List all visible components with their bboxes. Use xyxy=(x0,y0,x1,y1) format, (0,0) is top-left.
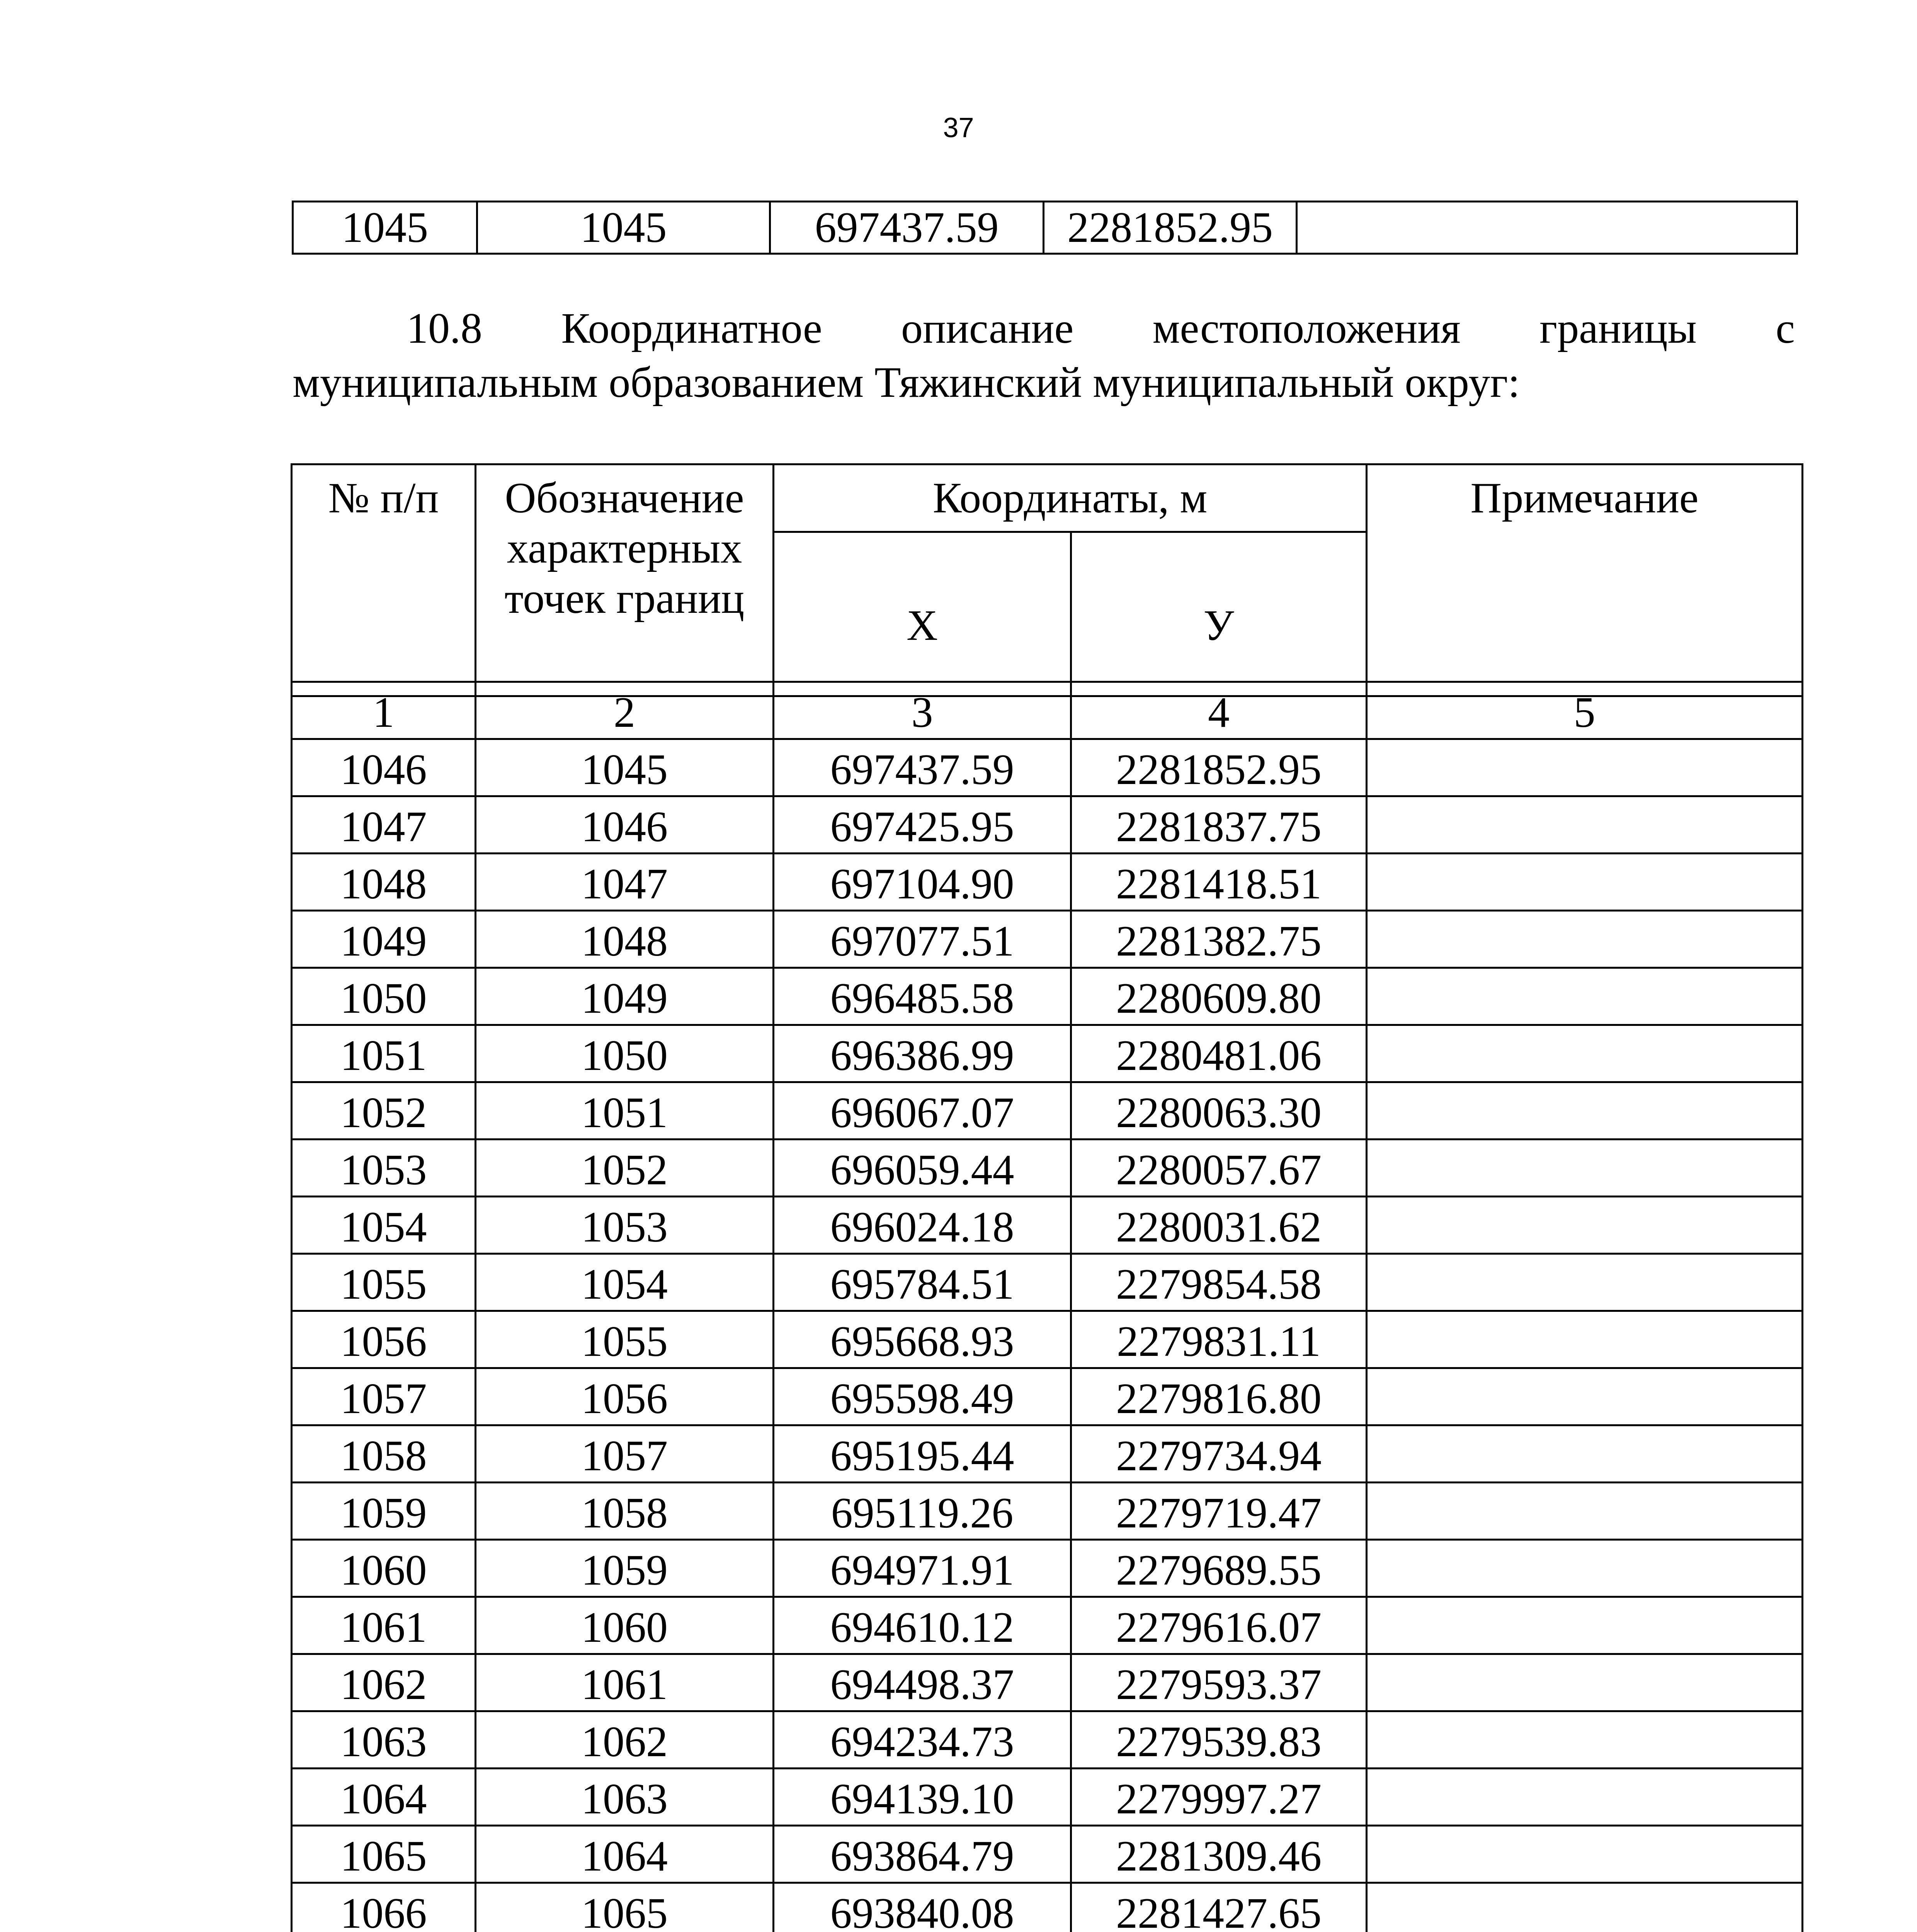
cell-num: 1054 xyxy=(292,1197,476,1254)
cell-x: 695668.93 xyxy=(774,1311,1071,1368)
cell-point: 1052 xyxy=(476,1139,774,1197)
table-row xyxy=(292,1254,1803,1311)
cell-num: 1056 xyxy=(292,1311,476,1368)
cell-y: 2279831.11 xyxy=(1071,1311,1367,1368)
header-coordinates: Координаты, м xyxy=(774,464,1367,532)
cell-point: 1046 xyxy=(476,796,774,854)
cell-point: 1064 xyxy=(476,1826,774,1883)
cell-point: 1058 xyxy=(476,1483,774,1540)
cell-num: 1048 xyxy=(292,854,476,911)
cell-x: 696059.44 xyxy=(774,1139,1071,1197)
cell-note xyxy=(1367,1769,1803,1826)
cell-point: 1054 xyxy=(476,1254,774,1311)
table-row xyxy=(292,1025,1803,1082)
column-number: 3 xyxy=(774,682,1071,739)
header-x: Х xyxy=(774,532,1071,696)
cell-point: 1065 xyxy=(476,1883,774,1932)
table-row xyxy=(292,1425,1803,1483)
table-row xyxy=(292,1597,1803,1654)
cell-note xyxy=(1297,202,1797,254)
cell-note xyxy=(1367,1883,1803,1932)
cell-num: 1064 xyxy=(292,1769,476,1826)
cell-num: 1061 xyxy=(292,1597,476,1654)
cell-x: 694234.73 xyxy=(774,1711,1071,1769)
cell-x: 695784.51 xyxy=(774,1254,1071,1311)
table-row xyxy=(292,796,1803,854)
table-row xyxy=(292,1368,1803,1425)
cell-y: 2279734.94 xyxy=(1071,1425,1367,1483)
cell-y: 2280063.30 xyxy=(1071,1082,1367,1139)
cell-point: 1053 xyxy=(476,1197,774,1254)
coordinates-table xyxy=(291,681,1803,1932)
cell-point: 1060 xyxy=(476,1597,774,1654)
cell-num: 1051 xyxy=(292,1025,476,1082)
table-row xyxy=(292,1139,1803,1197)
page-number: 37 xyxy=(943,112,974,143)
previous-table-fragment xyxy=(292,201,1798,255)
cell-num: 1062 xyxy=(292,1654,476,1711)
cell-note xyxy=(1367,796,1803,854)
cell-y: 2281418.51 xyxy=(1071,854,1367,911)
cell-note xyxy=(1367,1311,1803,1368)
cell-note xyxy=(1367,968,1803,1025)
heading-word: границы xyxy=(1539,304,1697,352)
cell-note xyxy=(1367,1425,1803,1483)
cell-x: 694971.91 xyxy=(774,1540,1071,1597)
table-row xyxy=(292,1483,1803,1540)
cell-note xyxy=(1367,1025,1803,1082)
cell-x: 697425.95 xyxy=(774,796,1071,854)
cell-point: 1045 xyxy=(477,202,770,254)
cell-num: 1047 xyxy=(292,796,476,854)
header-point: Обозначение характерных точек границ xyxy=(476,464,774,696)
cell-x: 696386.99 xyxy=(774,1025,1071,1082)
cell-x: 696067.07 xyxy=(774,1082,1071,1139)
cell-note xyxy=(1367,1139,1803,1197)
cell-num: 1066 xyxy=(292,1883,476,1932)
cell-note xyxy=(1367,1597,1803,1654)
cell-y: 2280481.06 xyxy=(1071,1025,1367,1082)
cell-y: 2279593.37 xyxy=(1071,1654,1367,1711)
cell-x: 693864.79 xyxy=(774,1826,1071,1883)
column-number: 2 xyxy=(476,682,774,739)
cell-x: 697437.59 xyxy=(774,739,1071,796)
cell-num: 1058 xyxy=(292,1425,476,1483)
table-row xyxy=(292,1711,1803,1769)
header-note: Примечание xyxy=(1367,464,1803,696)
cell-y: 2281837.75 xyxy=(1071,796,1367,854)
cell-x: 695195.44 xyxy=(774,1425,1071,1483)
section-number: 10.8 xyxy=(407,304,482,352)
cell-num: 1053 xyxy=(292,1139,476,1197)
cell-note xyxy=(1367,854,1803,911)
cell-x: 697437.59 xyxy=(770,202,1044,254)
header-y: У xyxy=(1071,532,1367,696)
cell-x: 694498.37 xyxy=(774,1654,1071,1711)
header-num: № п/п xyxy=(292,464,476,696)
cell-y: 2279689.55 xyxy=(1071,1540,1367,1597)
cell-y: 2280057.67 xyxy=(1071,1139,1367,1197)
cell-point: 1055 xyxy=(476,1311,774,1368)
cell-note xyxy=(1367,911,1803,968)
cell-y: 2281309.46 xyxy=(1071,1826,1367,1883)
cell-point: 1045 xyxy=(476,739,774,796)
table-row xyxy=(293,202,1797,254)
cell-x: 695598.49 xyxy=(774,1368,1071,1425)
cell-note xyxy=(1367,739,1803,796)
table-row xyxy=(292,1311,1803,1368)
cell-x: 694139.10 xyxy=(774,1769,1071,1826)
table-row xyxy=(292,1197,1803,1254)
cell-y: 2279616.07 xyxy=(1071,1597,1367,1654)
cell-y: 2279539.83 xyxy=(1071,1711,1367,1769)
section-heading xyxy=(293,301,1795,410)
cell-note xyxy=(1367,1368,1803,1425)
cell-point: 1047 xyxy=(476,854,774,911)
table-row xyxy=(292,1769,1803,1826)
cell-note xyxy=(1367,1254,1803,1311)
section-heading-line2: муниципальным образованием Тяжинский муниципальный округ: xyxy=(293,359,1520,406)
column-numbers-row xyxy=(292,682,1803,739)
cell-y: 2279997.27 xyxy=(1071,1769,1367,1826)
cell-note xyxy=(1367,1711,1803,1769)
cell-x: 694610.12 xyxy=(774,1597,1071,1654)
cell-num: 1065 xyxy=(292,1826,476,1883)
cell-num: 1060 xyxy=(292,1540,476,1597)
column-number: 1 xyxy=(292,682,476,739)
cell-note xyxy=(1367,1483,1803,1540)
cell-y: 2281852.95 xyxy=(1044,202,1297,254)
heading-word: местоположения xyxy=(1152,304,1461,352)
table-row xyxy=(292,968,1803,1025)
cell-y: 2279854.58 xyxy=(1071,1254,1367,1311)
cell-point: 1057 xyxy=(476,1425,774,1483)
cell-num: 1063 xyxy=(292,1711,476,1769)
cell-point: 1049 xyxy=(476,968,774,1025)
cell-x: 697104.90 xyxy=(774,854,1071,911)
coordinates-table-header xyxy=(291,463,1803,697)
cell-num: 1052 xyxy=(292,1082,476,1139)
cell-y: 2281852.95 xyxy=(1071,739,1367,796)
cell-num: 1055 xyxy=(292,1254,476,1311)
heading-word: Координатное xyxy=(561,304,822,352)
table-row xyxy=(292,1540,1803,1597)
column-number: 5 xyxy=(1367,682,1803,739)
column-number: 4 xyxy=(1071,682,1367,739)
table-row xyxy=(292,1826,1803,1883)
cell-y: 2280031.62 xyxy=(1071,1197,1367,1254)
cell-num: 1057 xyxy=(292,1368,476,1425)
cell-num: 1050 xyxy=(292,968,476,1025)
cell-num: 1049 xyxy=(292,911,476,968)
cell-num: 1046 xyxy=(292,739,476,796)
cell-note xyxy=(1367,1197,1803,1254)
cell-x: 695119.26 xyxy=(774,1483,1071,1540)
cell-note xyxy=(1367,1540,1803,1597)
table-row xyxy=(292,1883,1803,1932)
cell-x: 696024.18 xyxy=(774,1197,1071,1254)
cell-x: 697077.51 xyxy=(774,911,1071,968)
cell-note xyxy=(1367,1082,1803,1139)
cell-point: 1056 xyxy=(476,1368,774,1425)
section-heading-line1 xyxy=(293,301,1795,355)
table-row xyxy=(292,1654,1803,1711)
cell-num: 1045 xyxy=(293,202,477,254)
cell-point: 1062 xyxy=(476,1711,774,1769)
cell-y: 2281382.75 xyxy=(1071,911,1367,968)
heading-word: описание xyxy=(901,304,1074,352)
cell-point: 1059 xyxy=(476,1540,774,1597)
table-row xyxy=(292,1082,1803,1139)
table-row xyxy=(292,854,1803,911)
cell-point: 1051 xyxy=(476,1082,774,1139)
cell-note xyxy=(1367,1654,1803,1711)
cell-x: 696485.58 xyxy=(774,968,1071,1025)
cell-point: 1061 xyxy=(476,1654,774,1711)
coordinates-table-body xyxy=(292,682,1803,1932)
cell-y: 2281427.65 xyxy=(1071,1883,1367,1932)
cell-note xyxy=(1367,1826,1803,1883)
cell-point: 1063 xyxy=(476,1769,774,1826)
cell-point: 1048 xyxy=(476,911,774,968)
cell-point: 1050 xyxy=(476,1025,774,1082)
cell-y: 2280609.80 xyxy=(1071,968,1367,1025)
cell-y: 2279719.47 xyxy=(1071,1483,1367,1540)
table-row xyxy=(292,911,1803,968)
cell-y: 2279816.80 xyxy=(1071,1368,1367,1425)
cell-x: 693840.08 xyxy=(774,1883,1071,1932)
table-row xyxy=(292,739,1803,796)
heading-word: с xyxy=(1776,304,1795,352)
cell-num: 1059 xyxy=(292,1483,476,1540)
